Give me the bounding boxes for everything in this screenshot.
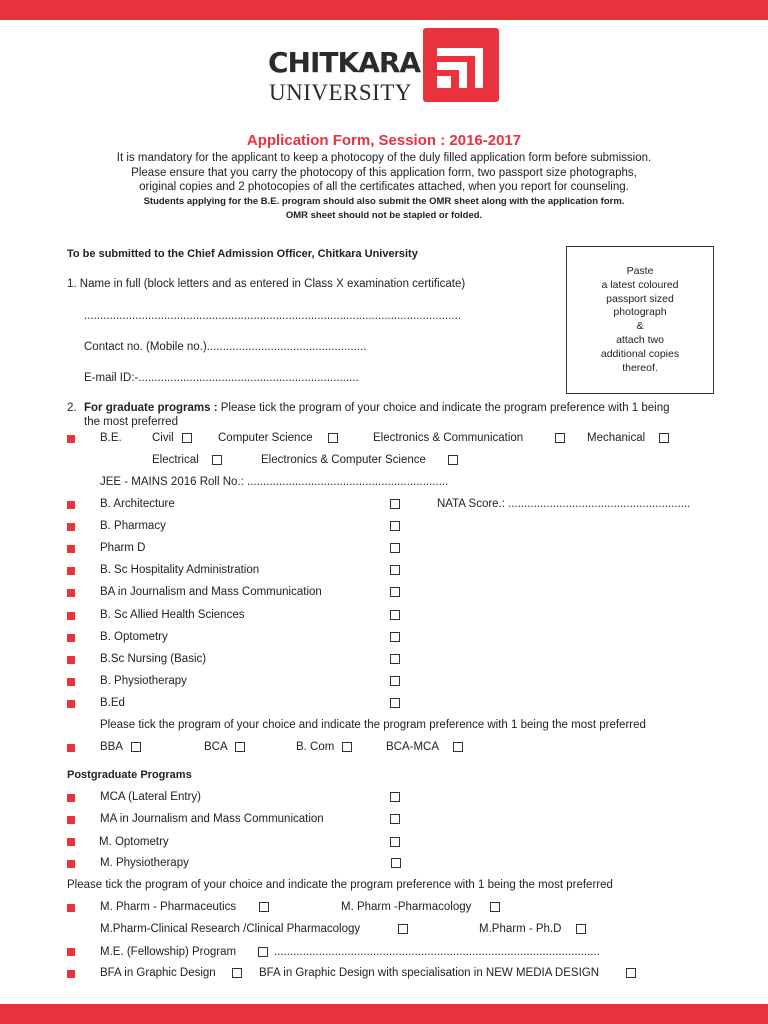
intro-line: original copies and 2 photocopies of all the certificates attached, when you report for counseling. — [139, 181, 629, 193]
mpharm-pharmacology-label: M. Pharm -Pharmacology — [341, 901, 472, 913]
logo-name: CHITKARA — [268, 46, 421, 79]
preference-instruction: Please tick the program of your choice and indicate the program preference with 1 being the most preferred — [100, 719, 646, 731]
q2-heading: For graduate programs : — [84, 402, 218, 414]
university-logo — [268, 28, 504, 104]
photo-instruction: Paste — [626, 265, 654, 277]
bullet-icon — [67, 948, 75, 956]
be-ec-label: Electronics & Communication — [373, 432, 524, 444]
be-mech-label: Mechanical — [587, 432, 646, 444]
ug-program-checkbox[interactable] — [390, 565, 400, 575]
bullet-icon — [67, 794, 75, 802]
pg-heading: Postgraduate Programs — [67, 769, 192, 781]
photo-instruction: a latest coloured — [601, 278, 679, 291]
pg-program-label: MA in Journalism and Mass Communication — [100, 813, 324, 825]
mpharm-pharmaceutics-checkbox[interactable] — [259, 902, 269, 912]
bfa-gd-label: BFA in Graphic Design — [100, 967, 216, 979]
mpharm-clinical-label: M.Pharm-Clinical Research /Clinical Pharmacology — [100, 923, 361, 935]
pg-program-checkbox[interactable] — [391, 858, 401, 868]
be-civil-checkbox[interactable] — [182, 433, 192, 443]
logo-mark-icon — [423, 28, 499, 102]
intro-text — [60, 151, 708, 223]
q2-instruction — [84, 401, 670, 415]
photo-instruction: additional copies — [600, 347, 680, 360]
ug-program-label: B.Ed — [100, 697, 125, 709]
mpharm-phd-checkbox[interactable] — [576, 924, 586, 934]
bullet-icon — [67, 567, 75, 575]
bcamca-label: BCA-MCA — [386, 741, 440, 753]
logo-subtitle: UNIVERSITY — [269, 80, 412, 105]
top-red-bar — [0, 0, 768, 20]
q2-number: 2. — [67, 402, 77, 414]
ug-program-checkbox[interactable] — [390, 632, 400, 642]
ug-program-label: B.Sc Nursing (Basic) — [100, 653, 207, 665]
be-mech-checkbox[interactable] — [659, 433, 669, 443]
bullet-icon — [67, 656, 75, 664]
bcamca-checkbox[interactable] — [453, 742, 463, 752]
be-elec-checkbox[interactable] — [212, 455, 222, 465]
jee-roll-field[interactable]: JEE - MAINS 2016 Roll No.: ............................................................... — [100, 476, 449, 488]
pg-program-checkbox[interactable] — [390, 814, 400, 824]
ug-program-checkbox[interactable] — [390, 499, 400, 509]
ug-program-label: B. Physiotherapy — [100, 675, 187, 687]
photo-instruction: thereof. — [622, 361, 658, 374]
ug-program-label: Pharm D — [100, 542, 146, 554]
ug-program-checkbox[interactable] — [390, 610, 400, 620]
bullet-icon — [67, 838, 75, 846]
bfa-gd-checkbox[interactable] — [232, 968, 242, 978]
be-civil-label: Civil — [152, 432, 174, 444]
ug-program-label: B. Sc Hospitality Administration — [100, 564, 260, 576]
intro-note: Students applying for the B.E. program should also submit the OMR sheet along with the application form. — [143, 195, 625, 207]
intro-line: Please ensure that you carry the photocopy of this application form, two passport size photographs, — [131, 166, 637, 179]
ug-program-label: B. Pharmacy — [100, 520, 166, 532]
mpharm-pharmacology-checkbox[interactable] — [490, 902, 500, 912]
mpharm-phd-label: M.Pharm - Ph.D — [479, 923, 562, 935]
photo-box — [566, 246, 714, 394]
me-label: M.E. (Fellowship) Program — [100, 946, 237, 958]
be-ecs-label: Electronics & Computer Science — [261, 454, 426, 466]
submit-to: To be submitted to the Chief Admission Officer, Chitkara University — [67, 248, 418, 260]
name-label: 1. Name in full (block letters and as entered in Class X examination certificate) — [67, 278, 466, 290]
preference-instruction: Please tick the program of your choice and indicate the program preference with 1 being the most preferred — [67, 879, 613, 891]
ug-program-checkbox[interactable] — [390, 543, 400, 553]
bullet-icon — [67, 501, 75, 509]
bcom-label: B. Com — [296, 741, 335, 753]
bullet-icon — [67, 816, 75, 824]
bullet-icon — [67, 860, 75, 868]
ug-program-label: B. Architecture — [100, 498, 175, 510]
bullet-icon — [67, 678, 75, 686]
ug-program-label: BA in Journalism and Mass Communication — [100, 586, 322, 598]
name-field[interactable]: ...................................................................................................................... — [84, 310, 462, 322]
be-elec-label: Electrical — [152, 454, 199, 466]
photo-instruction: & — [636, 320, 644, 333]
be-ecs-checkbox[interactable] — [448, 455, 458, 465]
me-field[interactable]: ...................................................................................................... — [274, 946, 600, 958]
bullet-icon — [67, 744, 75, 752]
bfa-nmd-label: BFA in Graphic Design with specialisation in NEW MEDIA DESIGN — [259, 967, 600, 979]
ug-program-checkbox[interactable] — [390, 676, 400, 686]
photo-instruction: attach two — [616, 333, 664, 346]
contact-field[interactable]: Contact no. (Mobile no.).................................................. — [84, 341, 367, 353]
be-ec-checkbox[interactable] — [555, 433, 565, 443]
bullet-icon — [67, 612, 75, 620]
be-cs-checkbox[interactable] — [328, 433, 338, 443]
pg-program-label: MCA (Lateral Entry) — [100, 791, 201, 803]
bullet-icon — [67, 634, 75, 642]
mpharm-clinical-checkbox[interactable] — [398, 924, 408, 934]
bba-label: BBA — [100, 741, 124, 753]
pg-program-label: M. Physiotherapy — [100, 857, 189, 869]
intro-line: It is mandatory for the applicant to keep a photocopy of the duly filled application form before submission. — [116, 152, 652, 164]
pg-program-label: M. Optometry — [99, 836, 169, 848]
bba-checkbox[interactable] — [131, 742, 141, 752]
me-checkbox[interactable] — [258, 947, 268, 957]
ug-program-checkbox[interactable] — [390, 698, 400, 708]
be-label: B.E. — [100, 432, 122, 444]
bullet-icon — [67, 523, 75, 531]
email-field[interactable]: E-mail ID:-..................................................................... — [84, 372, 359, 384]
pg-program-checkbox[interactable] — [390, 837, 400, 847]
bullet-icon — [67, 970, 75, 978]
ug-program-checkbox[interactable] — [390, 654, 400, 664]
bfa-nmd-checkbox[interactable] — [626, 968, 636, 978]
bca-checkbox[interactable] — [235, 742, 245, 752]
ug-program-label: B. Optometry — [100, 631, 168, 643]
be-cs-label: Computer Science — [218, 432, 313, 444]
photo-instruction: passport sized — [606, 292, 674, 305]
ug-program-label: B. Sc Allied Health Sciences — [100, 609, 245, 621]
photo-instruction: photograph — [613, 306, 667, 319]
nata-score-field[interactable]: NATA Score.: ......................................................... — [437, 498, 691, 510]
bullet-icon — [67, 435, 75, 443]
bullet-icon — [67, 904, 75, 912]
bottom-red-bar — [0, 1004, 768, 1024]
ug-program-checkbox[interactable] — [390, 521, 400, 531]
bca-label: BCA — [204, 741, 228, 753]
ug-program-checkbox[interactable] — [390, 587, 400, 597]
pg-program-checkbox[interactable] — [390, 792, 400, 802]
bcom-checkbox[interactable] — [342, 742, 352, 752]
bullet-icon — [67, 700, 75, 708]
q2-text-continued: the most preferred — [84, 416, 178, 428]
intro-note: OMR sheet should not be stapled or folded. — [285, 209, 483, 221]
bullet-icon — [67, 589, 75, 597]
form-title: Application Form, Session : 2016-2017 — [246, 132, 522, 149]
q2-text: Please tick the program of your choice and indicate the program preference with 1 being — [217, 402, 670, 414]
mpharm-pharmaceutics-label: M. Pharm - Pharmaceutics — [100, 901, 237, 913]
bullet-icon — [67, 545, 75, 553]
